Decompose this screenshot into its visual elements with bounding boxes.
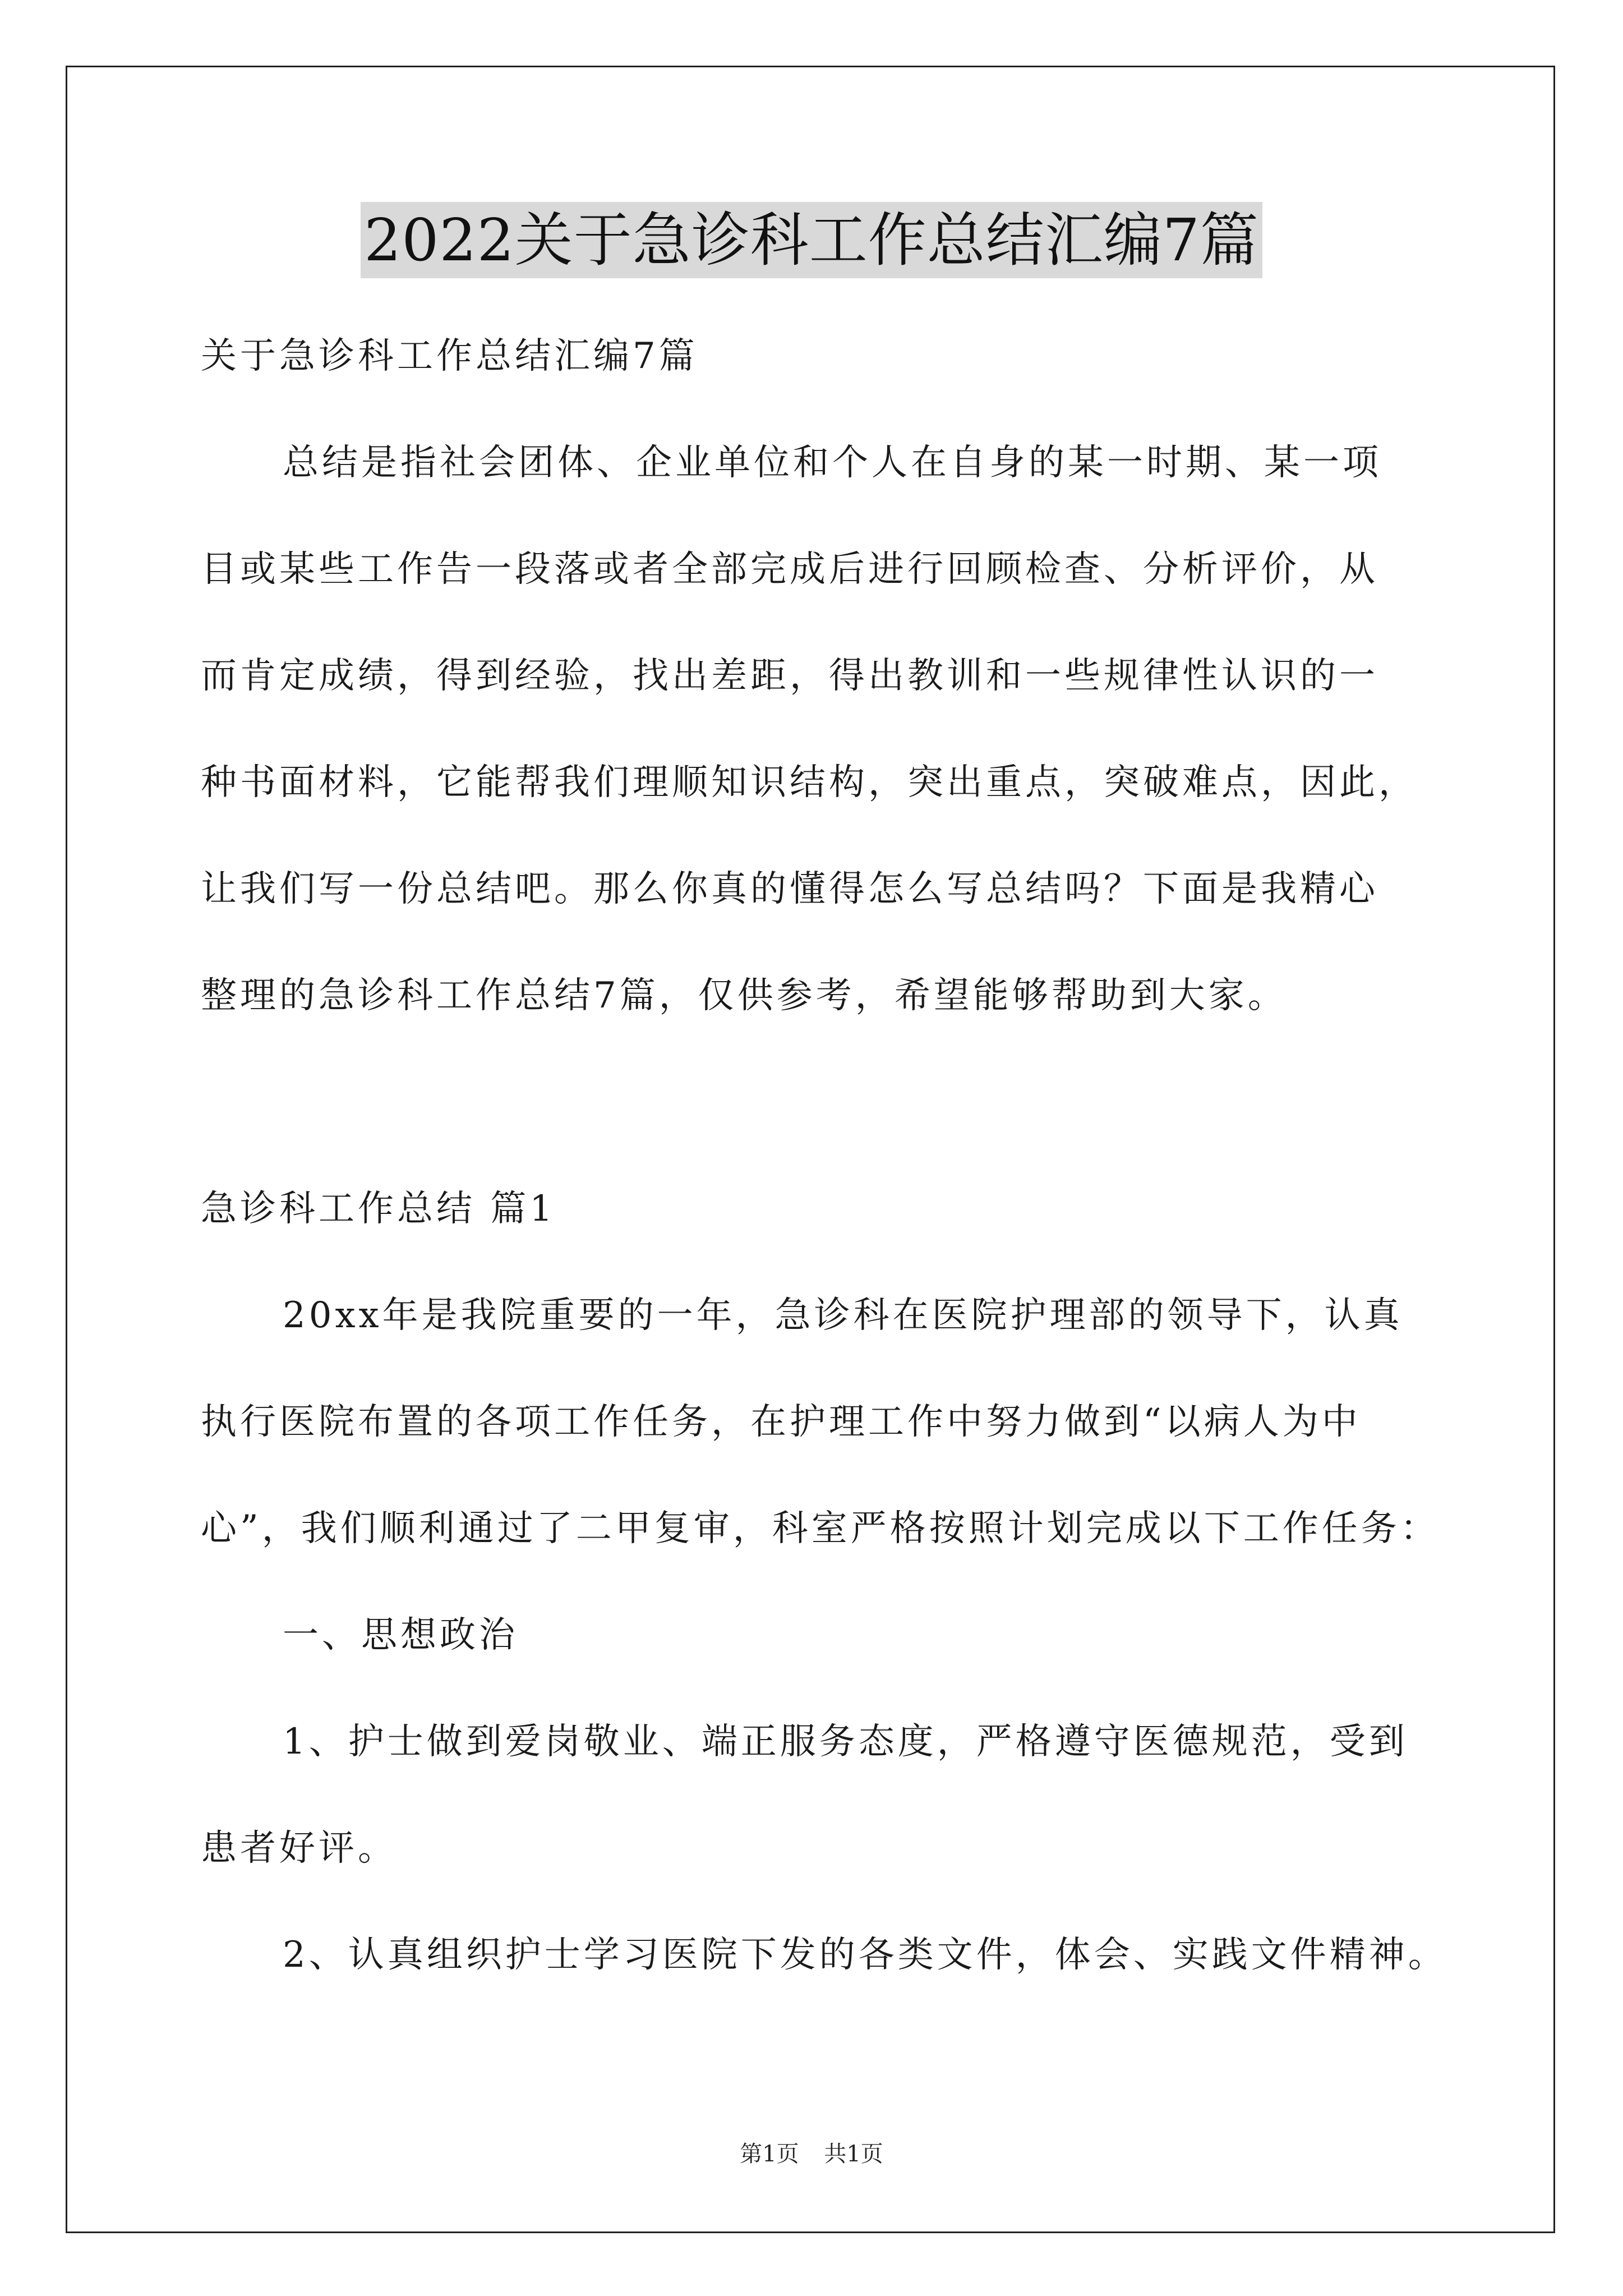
page-number: 第1页 <box>740 2141 799 2167</box>
paragraph-line: 目或某些工作告一段落或者全部完成后进行回顾检查、分析评价，从 <box>201 549 1378 590</box>
paragraph-line: 20xx年是我院重要的一年，急诊科在医院护理部的领导下，认真 <box>283 1295 1403 1336</box>
document-title: 2022关于急诊科工作总结汇编7篇 <box>361 202 1262 278</box>
paragraph-line: 让我们写一份总结吧。那么你真的懂得怎么写总结吗？下面是我精心 <box>201 868 1378 910</box>
subtitle-line: 关于急诊科工作总结汇编7篇 <box>201 335 698 377</box>
list-item: 2、认真组织护士学习医院下发的各类文件，体会、实践文件精神。 <box>283 1934 1447 1976</box>
paragraph-line: 心”，我们顺利通过了二甲复审，科室严格按照计划完成以下工作任务： <box>201 1508 1440 1549</box>
title-container <box>0 202 1623 278</box>
document-body <box>201 303 1468 2008</box>
paragraph-line: 而肯定成绩，得到经验，找出差距，得出教训和一些规律性认识的一 <box>201 655 1378 697</box>
paragraph-line: 执行医院布置的各项工作任务，在护理工作中努力做到“以病人为中 <box>201 1401 1361 1443</box>
page-footer <box>0 2137 1623 2171</box>
list-item-continuation: 患者好评。 <box>201 1828 397 1869</box>
section-heading: 急诊科工作总结 篇1 <box>201 1188 556 1230</box>
subsection-heading: 一、思想政治 <box>283 1614 518 1656</box>
paragraph-line: 种书面材料，它能帮我们理顺知识结构，突出重点，突破难点，因此， <box>201 762 1418 803</box>
spacer <box>201 1049 1468 1156</box>
paragraph-line: 总结是指社会团体、企业单位和个人在自身的某一时期、某一项 <box>283 442 1382 484</box>
page-total: 共1页 <box>824 2141 883 2167</box>
paragraph-line: 整理的急诊科工作总结7篇，仅供参考，希望能够帮助到大家。 <box>201 975 1287 1016</box>
list-item: 1、护士做到爱岗敬业、端正服务态度，严格遵守医德规范，受到 <box>283 1721 1408 1763</box>
